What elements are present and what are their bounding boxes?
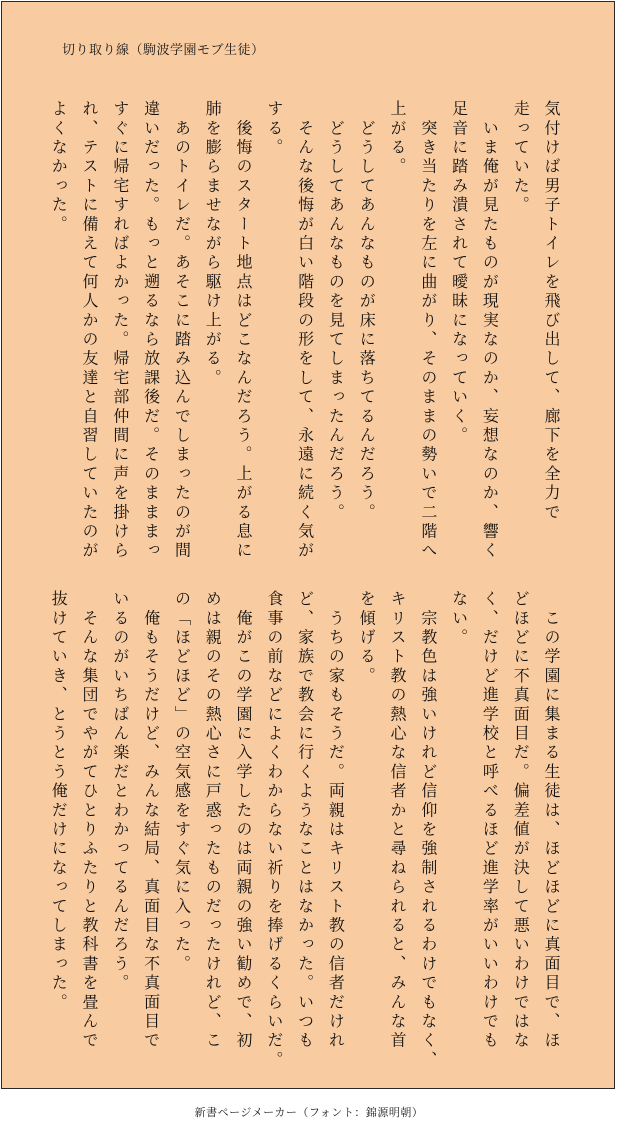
text-line: 上がる。 bbox=[388, 100, 408, 177]
text-line: めは親のその熱心さに戸惑ったものだったけれど、こ bbox=[203, 590, 223, 1051]
footer-credit: 新書ページメーカー（フォント：錦源明朝） bbox=[194, 1106, 424, 1119]
text-line: れ、テストに備えて何人かの友達と自習していたのが bbox=[80, 100, 100, 561]
text-line: 違いだった。もっと遡るなら放課後だ。そのまままっ bbox=[141, 100, 161, 561]
text-line: する。 bbox=[264, 100, 284, 158]
text-line: 抜けていき、とうとう俺だけになってしまった。 bbox=[49, 590, 69, 1013]
text-line: 走っていた。 bbox=[511, 100, 531, 216]
text-line: いるのがいちばん楽だとわかってるんだろう。 bbox=[110, 590, 130, 994]
manuscript-page bbox=[1, 1, 615, 1089]
text-line: いま俺が見たものが現実なのか、妄想なのか、響く bbox=[480, 100, 500, 561]
text-line: 宗教色は強いけれど信仰を強制されるわけでもなく、 bbox=[418, 590, 438, 1070]
text-line: 突き当たりを左に曲がり、そのままの勢いで二階へ bbox=[418, 100, 438, 561]
text-line: うちの家もそうだ。両親はキリスト教の信者だけれ bbox=[326, 590, 346, 1051]
text-line: あのトイレだ。あそこに踏み込んでしまったのが間 bbox=[172, 100, 192, 561]
page-header: 切り取り線（駒波学園モブ生徒） bbox=[62, 43, 265, 58]
text-line: 肺を膨らませながら駆け上がる。 bbox=[203, 100, 223, 388]
text-line: よくなかった。 bbox=[49, 100, 69, 235]
text-line: 気付けば男子トイレを飛び出して、廊下を全力で bbox=[542, 100, 561, 523]
text-line: 後悔のスタート地点はどこなんだろう。上がる息に bbox=[234, 100, 254, 561]
text-line: この学園に集まる生徒は、ほどほどに真面目で、ほ bbox=[542, 590, 561, 1051]
text-line: どうしてあんなものを見てしまったんだろう。 bbox=[326, 100, 346, 523]
text-line: を傾げる。 bbox=[357, 590, 377, 686]
text-line: ない。 bbox=[449, 590, 469, 648]
text-line: ど、家族で教会に行くようなことはなかった。いつも bbox=[295, 590, 315, 1051]
text-line: キリスト教の熱心な信者かと尋ねられると、みんな首 bbox=[388, 590, 408, 1051]
text-line: どうしてあんなものが床に落ちてるんだろう。 bbox=[357, 100, 377, 523]
text-line: く、だけど進学校と呼べるほど進学率がいいわけでも bbox=[480, 590, 500, 1051]
text-line: 俺がこの学園に入学したのは両親の強い勧めで、初 bbox=[234, 590, 254, 1051]
text-line: の「ほどほど」の空気感をすぐ気に入った。 bbox=[172, 590, 192, 974]
text-line: 俺もそうだけど、みんな結局、真面目な不真面目で bbox=[141, 590, 161, 1051]
text-line: そんな後悔が白い階段の形をして、永遠に続く気が bbox=[295, 100, 315, 561]
upper-text-block bbox=[42, 100, 566, 590]
text-line: そんな集団でやがてひとりふたりと教科書を畳んで bbox=[80, 590, 100, 1051]
text-line: 足音に踏み潰されて曖昧になっていく。 bbox=[449, 100, 469, 446]
text-line: どほどに不真面目だ。偏差値が決して悪いわけではな bbox=[511, 590, 531, 1051]
text-line: 食事の前などによくわからない祈りを捧げるくらいだ。 bbox=[264, 590, 284, 1070]
text-line: すぐに帰宅すればよかった。帰宅部仲間に声を掛けら bbox=[110, 100, 130, 561]
lower-text-block bbox=[42, 590, 566, 1070]
